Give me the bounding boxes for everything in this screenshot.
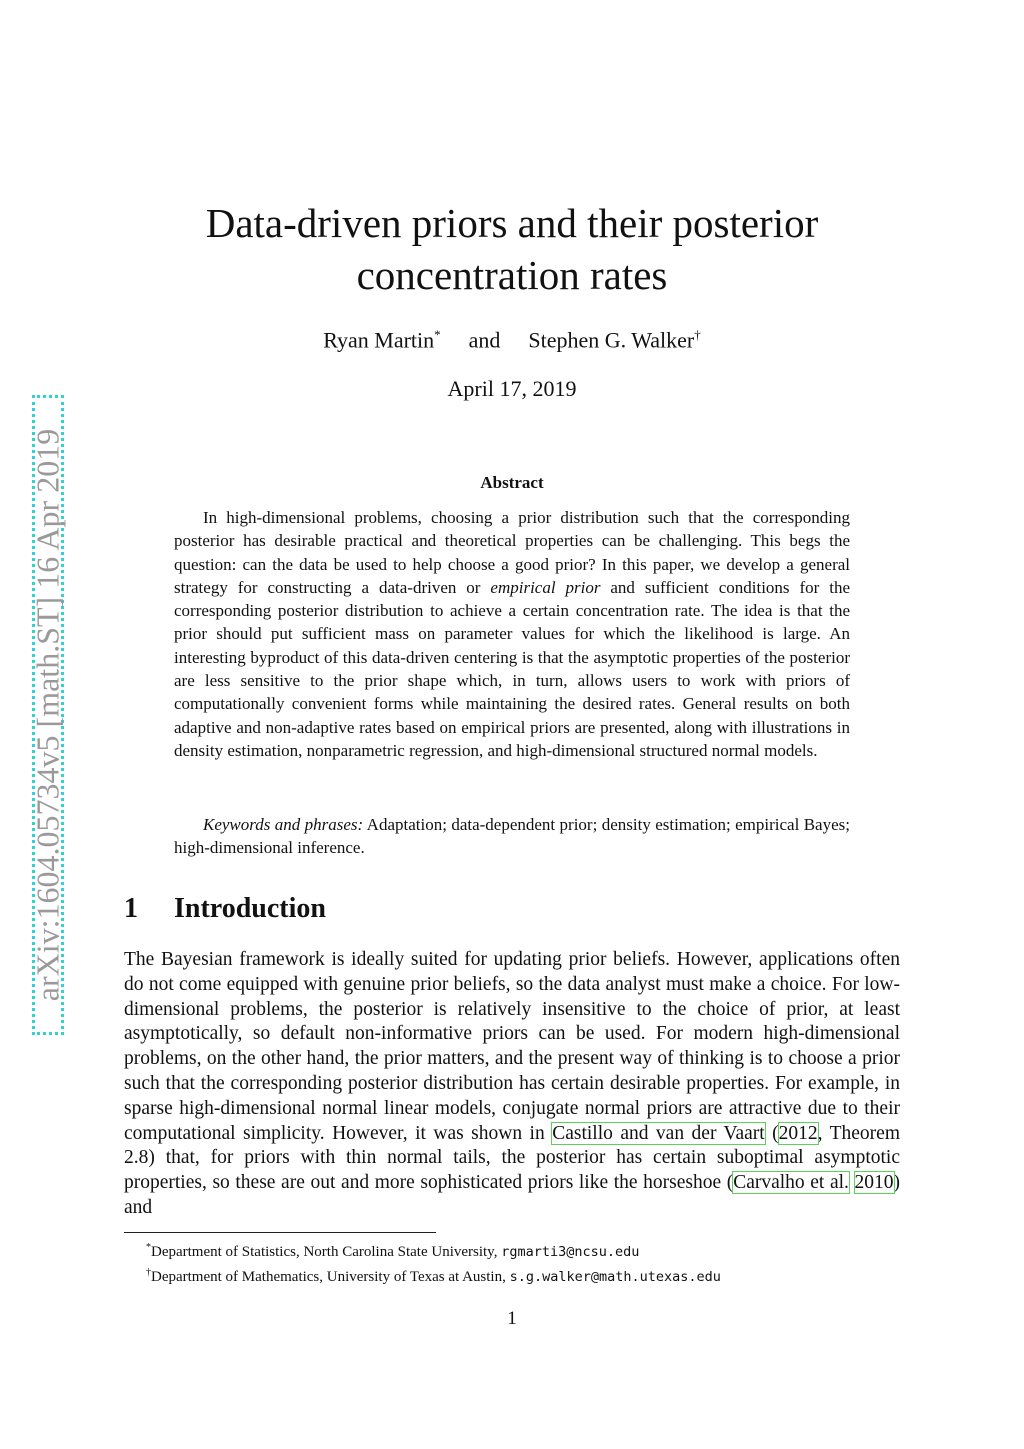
intro-paragraph <box>124 948 900 1221</box>
section-title: Introduction <box>174 893 326 924</box>
arxiv-identifier[interactable]: arXiv:1604.05734v5 [math.ST] 16 Apr 2019 <box>29 428 66 1002</box>
page-number: 1 <box>507 1308 517 1329</box>
footnote-2-mark: † <box>146 1266 151 1278</box>
abstract-emphasis: empirical prior <box>490 577 601 597</box>
footnote-1-mark: * <box>146 1242 151 1253</box>
abstract-part-2: and sufficient conditions for the corresponding posterior distribution to achieve a certain concentration rate. The idea is that the prior should put sufficient mass on parameter values for which the likelihood is large. An interesting byproduct of this data-driven centering is that the asymptotic properties of the posterior are less sensitive to the prior shape which, in turn, allows users to work with priors of computationally convenient forms while maintaining the desired rates. General results on both adaptive and non-adaptive rates based on empirical priors are presented, along with illustrations in density estimation, nonparametric regression, and high-dimensional structured normal models. <box>174 577 850 760</box>
footnote-2-email[interactable]: s.g.walker@math.utexas.edu <box>509 1268 721 1285</box>
citation-link-carvalho[interactable]: Carvalho et al. <box>733 1172 849 1194</box>
footnote-rule <box>124 1232 436 1233</box>
footnote-1-email[interactable]: rgmarti3@ncsu.edu <box>501 1244 640 1260</box>
section-heading <box>124 893 326 925</box>
intro-text-3: , Theorem 2.8) that, for priors with thin normal tails, the posterior has certain suboptimal asymptotic properties, so these are out and more sophisticated priors like the horseshoe ( <box>124 1122 901 1194</box>
author-conjunction: and <box>468 327 501 353</box>
author-1: Ryan Martin <box>323 327 435 353</box>
title-line-1: Data-driven priors and their posterior <box>205 200 819 246</box>
author-1-mark: * <box>434 327 441 342</box>
intro-text-1: The Bayesian framework is ideally suited for updating prior beliefs. However, applications often do not come equipped with genuine prior beliefs, so the data analyst must make a choice. For low-dimensional problems, the posterior is relatively insensitive to the choice of prior, at least asymptotically, so default non-informative priors can be used. For modern high-dimensional problems, on the other hand, the prior matters, and the present way of thinking is to choose a prior such that the corresponding posterior distribution has certain desirable properties. For example, in sparse high-dimensional normal linear models, conjugate normal priors are attractive due to their computational simplicity. However, it was shown in <box>124 949 900 1144</box>
author-line <box>150 327 874 353</box>
footnote-2 <box>124 1263 900 1288</box>
paper-title <box>150 197 874 301</box>
citation-link-carvalho-year[interactable]: 2010 <box>854 1172 894 1194</box>
intro-text-4 <box>849 1172 855 1193</box>
author-2: Stephen G. Walker <box>528 327 695 353</box>
footnote-1 <box>124 1238 900 1263</box>
abstract-text <box>174 506 850 762</box>
footnote-1-text: Department of Statistics, North Carolina State University, <box>151 1244 502 1260</box>
section-number: 1 <box>124 893 138 924</box>
citation-link-castillo[interactable]: Castillo and van der Vaart <box>552 1122 765 1144</box>
intro-text-5: ) and <box>124 1172 901 1218</box>
abstract-heading: Abstract <box>480 473 544 492</box>
citation-link-castillo-year[interactable]: 2012 <box>778 1122 818 1144</box>
title-line-2: concentration rates <box>356 252 668 298</box>
abstract-part-1: In high-dimensional problems, choosing a prior distribution such that the corresponding posterior has desirable practical and theoretical properties can be challenging. This begs the question: can the data be used to help choose a good prior? In this paper, we develop a general strategy for constructing a data-driven or <box>174 508 850 597</box>
author-2-mark: † <box>694 327 701 342</box>
footnotes <box>124 1238 900 1287</box>
footnote-2-text: Department of Mathematics, University of Texas at Austin, <box>151 1268 510 1285</box>
paper-date: April 17, 2019 <box>447 376 577 401</box>
keywords-text: Adaptation; data-dependent prior; density estimation; empirical Bayes; high-dimensional inference. <box>174 815 850 858</box>
keywords-label: Keywords and phrases: <box>203 815 364 834</box>
intro-text-2: ( <box>764 1122 779 1144</box>
keywords-paragraph <box>174 813 850 860</box>
